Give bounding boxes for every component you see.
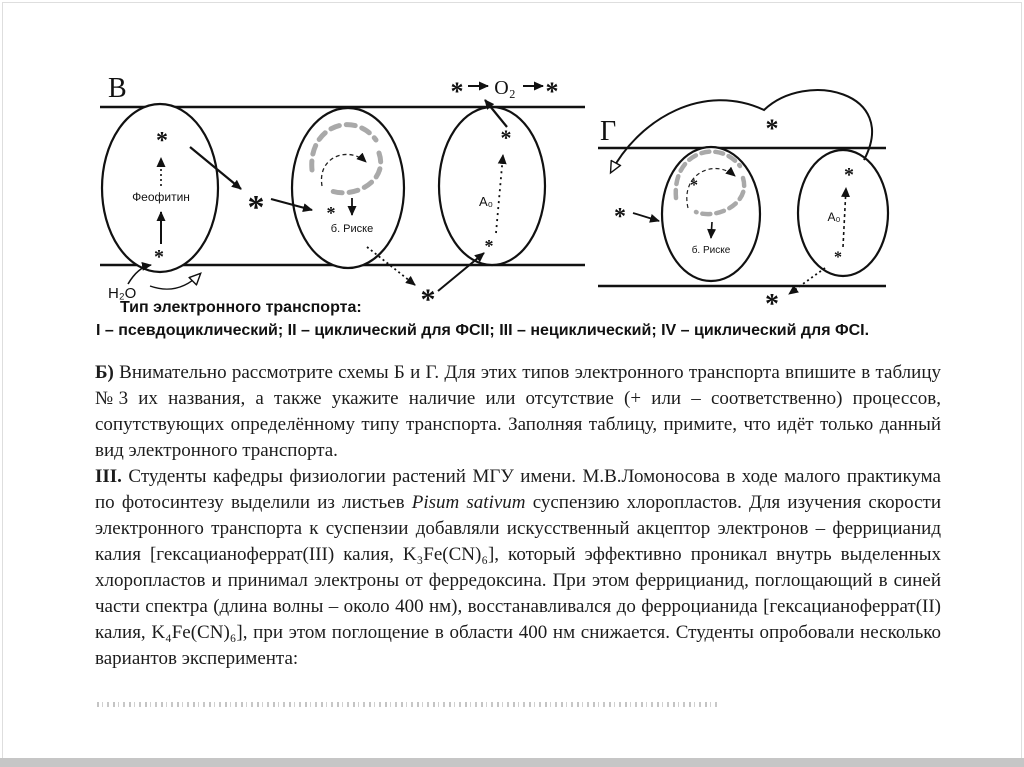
a0-label: A₀ — [827, 210, 841, 224]
electron-asterisk: * — [154, 246, 164, 268]
electron-asterisk: * — [545, 77, 559, 106]
electron-asterisk: * — [690, 177, 698, 194]
electron-transport-diagram — [0, 0, 1024, 340]
paragraph-iii-text-1: Студенты кафедры физиологии растений МГУ имени. М.В.Ломоносова в ходе малого практикума по фотосинтезу выделили из листьев — [95, 466, 941, 513]
scheme-v-label: В — [108, 73, 127, 104]
a0-label: A₀ — [478, 194, 494, 209]
electron-asterisk: * — [247, 189, 265, 226]
scheme-v — [100, 73, 585, 316]
photosystem1-oval — [798, 150, 888, 276]
clipped-next-line — [97, 702, 717, 707]
task-text — [95, 360, 941, 672]
electron-asterisk: * — [500, 125, 512, 150]
rieske-label: б. Риске — [691, 245, 731, 256]
paragraph-task-b — [95, 360, 941, 464]
electron-transfer-arrow — [438, 253, 484, 291]
rieske-label: б. Риске — [330, 223, 374, 235]
electron-asterisk: * — [765, 114, 779, 143]
transport-types-list: I – псевдоциклический; II – циклический для ФСII; III – нециклический; IV – циклический для ФСI. — [96, 322, 870, 339]
paragraph-iii-text-2: суспензию хлоропластов. Для изучения скорости электронного транспорта к суспензии добавляли искусственный акцептор электронов – феррицианид калия [гексацианоферрат(III) калия, K₃Fe(CN)₆], который эффективно проникал внутрь выделенных хлоропластов и принимал электроны от ферредоксина. При этом феррицианид, поглощающий в синей части спектра (длина волны – около 400 нм), восстанавливался до ферроцианида [гексацианоферрат(II) калия, K₄Fe(CN)₆], при этом поглощение в области 400 нм снижается. Студенты опробовали несколько вариантов эксперимента: — [95, 492, 941, 669]
h2o-label: H₂O — [108, 285, 137, 302]
paragraph-iii-label: III. — [95, 466, 122, 487]
o2-label: O₂ — [494, 77, 516, 99]
bottom-edge-bar — [0, 758, 1024, 767]
electron-asterisk: * — [484, 236, 494, 256]
curved-arrow — [150, 274, 200, 289]
paragraph-task-iii — [95, 464, 941, 672]
electron-asterisk: * — [420, 283, 436, 316]
paragraph-b-text: Внимательно рассмотрите схемы Б и Г. Для этих типов электронного транспорта впишите в таблицу №3 их названия, а также укажите наличие или отсутствие (+ или – соответственно) процессов, сопутствующих определённому типу транспорта. Заполняя таблицу, примите, что идёт только данный вид электронного транспорта. — [95, 362, 941, 461]
electron-asterisk: * — [765, 289, 779, 320]
paragraph-b-label: Б) — [95, 362, 114, 383]
pheophytin-label: Феофитин — [132, 190, 190, 204]
transport-types-heading: Тип электронного транспорта: — [120, 299, 362, 316]
electron-asterisk: * — [834, 249, 842, 266]
electron-asterisk: * — [844, 164, 854, 186]
electron-asterisk: * — [326, 203, 336, 223]
species-name: Pisum sativum — [411, 492, 526, 513]
electron-asterisk: * — [450, 77, 464, 106]
cytochrome-complex-oval — [292, 108, 404, 268]
dotted-transfer-arrow — [789, 268, 825, 294]
electron-asterisk: * — [614, 204, 626, 230]
down-arrow — [711, 222, 712, 238]
electron-transfer-arrow — [633, 213, 659, 221]
scheme-g-label: Г — [600, 116, 617, 147]
electron-asterisk: * — [156, 128, 168, 154]
scheme-g — [598, 90, 888, 320]
